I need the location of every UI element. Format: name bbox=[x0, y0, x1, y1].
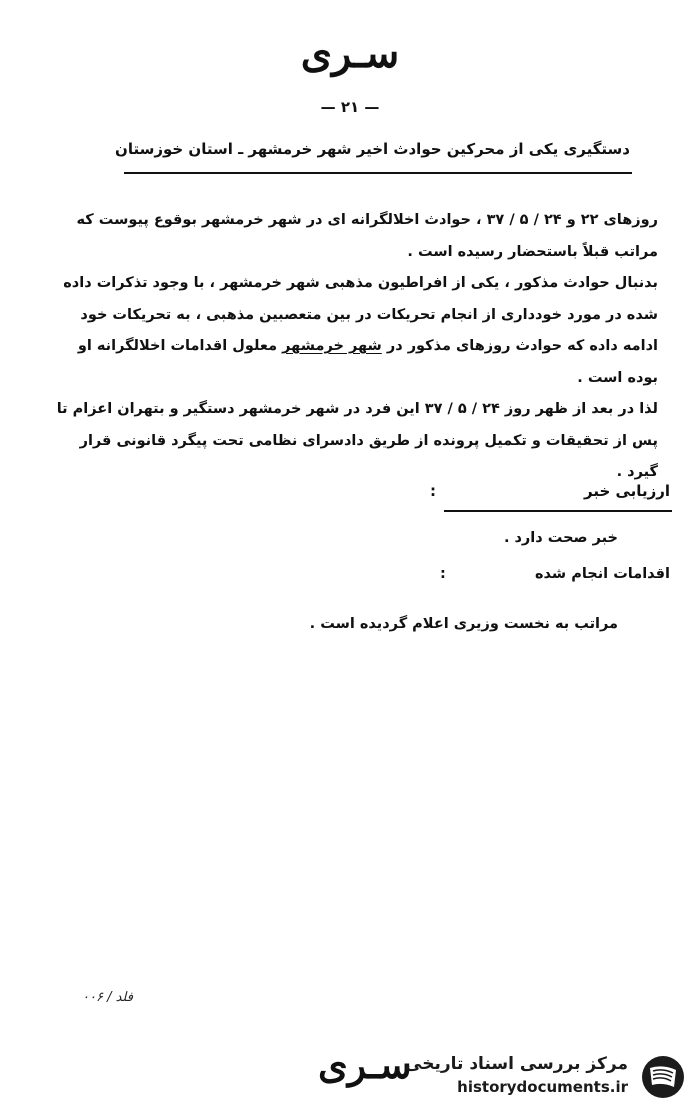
body-paragraph-2 bbox=[48, 268, 658, 394]
underlined-city-name: شهر خرمشهر bbox=[282, 338, 382, 354]
handwritten-file-note: فلد / ۰۰۶ bbox=[82, 990, 133, 1005]
body-paragraph-2-part-2: معلول اقدامات اخلالگرانه او بوده است . bbox=[77, 338, 658, 386]
book-pages-icon bbox=[636, 1054, 690, 1100]
body-paragraph-2-part-1: بدنبال حوادث مذکور ، یکی از افراطیون مذهبی شهر خرمشهر ، با وجود تذکرات داده شده در مورد خودداری از انجام تحریکات در بین متعصبین مذهبی ، به تحریکات خود ادامه داده که حوادث روزهای مذکور در bbox=[63, 275, 658, 354]
evaluation-text: خبر صحت دارد . bbox=[503, 530, 618, 546]
document-number: — ٢١ — bbox=[320, 98, 380, 116]
classification-stamp-bottom: سـرى bbox=[318, 1042, 412, 1087]
actions-colon: : bbox=[440, 566, 446, 582]
evaluation-colon: : bbox=[430, 482, 436, 500]
evaluation-heading bbox=[430, 482, 670, 508]
subject-underline bbox=[124, 172, 632, 174]
evaluation-underline bbox=[444, 510, 672, 512]
watermark-title: مرکز بررسی اسناد تاریخی bbox=[405, 1054, 628, 1074]
actions-label: اقدامات انجام شده bbox=[534, 566, 670, 582]
evaluation-label: ارزیابی خبر bbox=[584, 482, 670, 500]
watermark bbox=[405, 1054, 690, 1100]
document-body bbox=[48, 205, 658, 489]
watermark-url: historydocuments.ir bbox=[457, 1078, 628, 1096]
body-paragraph-1: روزهای ۲۲ و ۲۴ / ۵ / ۳۷ ، حوادث اخلالگرانه ای در شهر خرمشهر بوقوع پیوست که مراتب قبلاً باستحضار رسیده است . bbox=[76, 212, 658, 260]
body-paragraph-3: لذا در بعد از ظهر روز ۲۴ / ۵ / ۳۷ این فرد در شهر خرمشهر دستگیر و بتهران اعزام تا پس از تحقیقات و تکمیل پرونده از طریق دادسرای نظامی تحت پیگرد قانونی قرار گیرد . bbox=[56, 401, 658, 480]
document-subject: دستگیری یکی از محرکین حوادث اخیر شهر خرمشهر ـ استان خوزستان bbox=[115, 140, 630, 158]
actions-text: مراتب به نخست وزیری اعلام گردیده است . bbox=[309, 616, 618, 632]
actions-heading bbox=[440, 566, 670, 582]
classification-stamp-top: سـرى bbox=[300, 30, 400, 77]
